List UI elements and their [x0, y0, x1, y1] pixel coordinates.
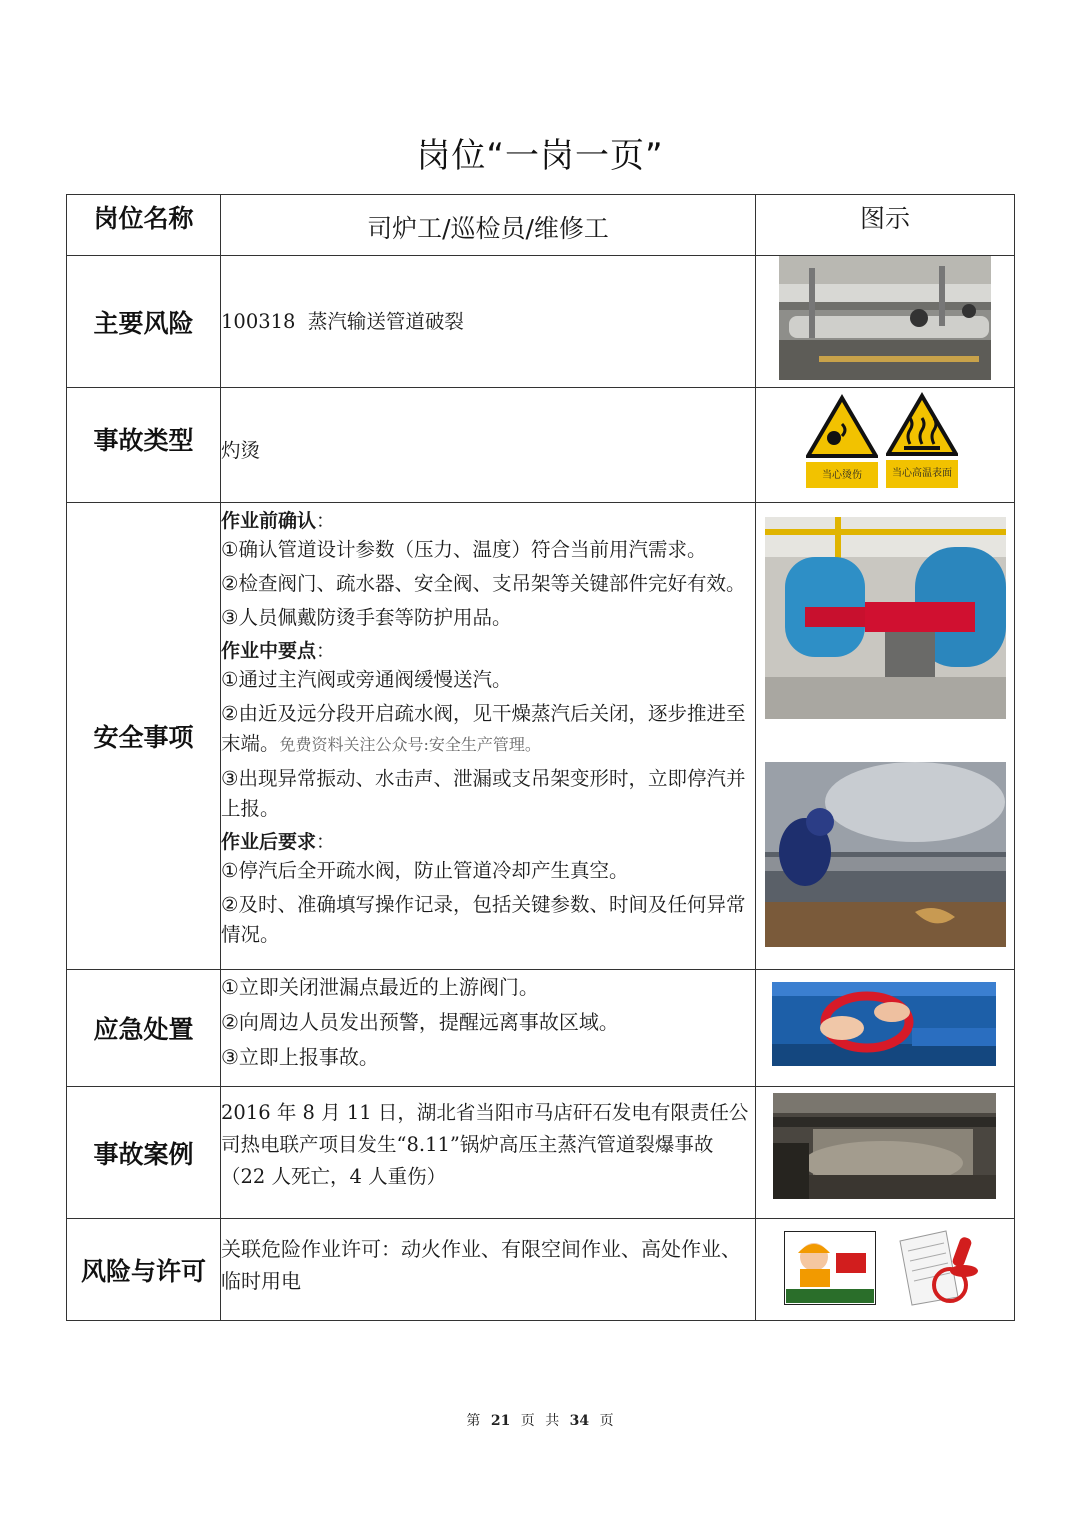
- permit-label: 风险与许可: [67, 1219, 221, 1321]
- footer-suffix: 页: [599, 1413, 614, 1429]
- image-column-header-text: 图示: [859, 204, 910, 233]
- pipe-maintenance-photo: [765, 762, 1006, 947]
- emergency-item: ①立即关闭泄漏点最近的上游阀门。: [221, 975, 539, 999]
- valve-closing-photo: [772, 982, 996, 1066]
- accident-type-label: [67, 388, 221, 503]
- case-row: [67, 1087, 1015, 1219]
- emergency-text: [221, 970, 756, 1087]
- job-safety-table: [66, 194, 1015, 1321]
- page-footer: [0, 1410, 1080, 1430]
- steam-pipeline-photo: [779, 256, 991, 380]
- after-item: ②及时、准确填写操作记录，包括关键参数、时间及任何异常情况。: [221, 893, 746, 946]
- explosion-site-photo: [773, 1093, 996, 1199]
- footer-total-pages: 34: [569, 1413, 590, 1429]
- accident-type-text: [221, 388, 756, 503]
- during-item: ②由近及远分段开启疏水阀，见干燥蒸汽后关闭，逐步推进至末端。免费资料关注公众号:安全生产管理。: [221, 702, 746, 755]
- emergency-item: ③立即上报事故。: [221, 1045, 379, 1069]
- hot-surface-sign-caption: 当心高温表面: [892, 468, 952, 479]
- before-item: ②检查阀门、疏水器、安全阀、支吊架等关键部件完好有效。: [221, 572, 746, 595]
- emergency-row: [67, 970, 1015, 1087]
- accident-type-row: [67, 388, 1015, 503]
- header-label: [67, 195, 221, 256]
- safety-row: [67, 503, 1015, 970]
- permit-image-cell: [756, 1219, 1015, 1321]
- during-item: ①通过主汽阀或旁通阀缓慢送汽。: [221, 668, 512, 691]
- footer-page-number: 21: [490, 1413, 511, 1429]
- main-risk-text: [221, 256, 756, 388]
- position-name: [221, 195, 756, 256]
- permit-row: [67, 1219, 1015, 1321]
- promo-note: 免费资料关注公众号:安全生产管理。: [279, 735, 541, 754]
- boiler-room-photo: [765, 517, 1006, 719]
- permit-text: 关联危险作业许可：动火作业、有限空间作业、高处作业、临时用电: [221, 1219, 756, 1321]
- during-heading: 作业中要点：: [221, 640, 336, 662]
- worker-permit-icon: [784, 1231, 876, 1305]
- before-item: ③人员佩戴防烫手套等防护用品。: [221, 606, 512, 629]
- main-risk-label: 主要风险: [67, 256, 221, 388]
- safety-label: 安全事项: [67, 503, 221, 970]
- main-risk-row: [67, 256, 1015, 388]
- emergency-image-cell: [756, 970, 1015, 1087]
- emergency-label: 应急处置: [67, 970, 221, 1087]
- safety-text: [221, 503, 756, 970]
- after-heading: 作业后要求：: [221, 831, 336, 853]
- before-heading: 作业前确认：: [221, 510, 336, 532]
- case-text: 2016 年 8 月 11 日，湖北省当阳市马店矸石发电有限责任公司热电联产项目发生“8.11”锅炉高压主蒸汽管道裂爆事故（22 人死亡，4 人重伤）: [221, 1087, 756, 1219]
- footer-middle: 页 共: [520, 1413, 560, 1429]
- header-row: [67, 195, 1015, 256]
- scald-sign-caption: 当心烫伤: [822, 470, 862, 481]
- accident-type-image-cell: [756, 388, 1015, 503]
- page-title: 岗位“一岗一页”: [416, 136, 664, 176]
- during-item: ③出现异常振动、水击声、泄漏或支吊架变形时，立即停汽并上报。: [221, 767, 746, 820]
- hot-surface-warning-sign: [886, 392, 958, 488]
- main-risk-image-cell: [756, 256, 1015, 388]
- emergency-item: ②向周边人员发出预警，提醒远离事故区域。: [221, 1010, 619, 1034]
- risk-description: 蒸汽输送管道破裂: [307, 309, 464, 333]
- case-image-cell: [756, 1087, 1015, 1219]
- accident-type-label-text: 事故类型: [93, 426, 194, 455]
- footer-prefix: 第: [466, 1413, 481, 1429]
- header-label-text: 岗位名称: [93, 204, 194, 233]
- accident-type-value: 灼烫: [221, 439, 261, 462]
- position-name-text: 司炉工/巡检员/维修工: [367, 214, 609, 243]
- safety-image-cell: [756, 503, 1015, 970]
- after-item: ①停汽后全开疏水阀，防止管道冷却产生真空。: [221, 859, 629, 882]
- scald-warning-sign: [806, 394, 878, 488]
- permit-document-stamp-icon: [890, 1227, 986, 1307]
- case-label: 事故案例: [67, 1087, 221, 1219]
- before-item: ①确认管道设计参数（压力、温度）符合当前用汽需求。: [221, 538, 707, 561]
- image-column-header: [756, 195, 1015, 256]
- risk-code: 100318: [221, 309, 296, 333]
